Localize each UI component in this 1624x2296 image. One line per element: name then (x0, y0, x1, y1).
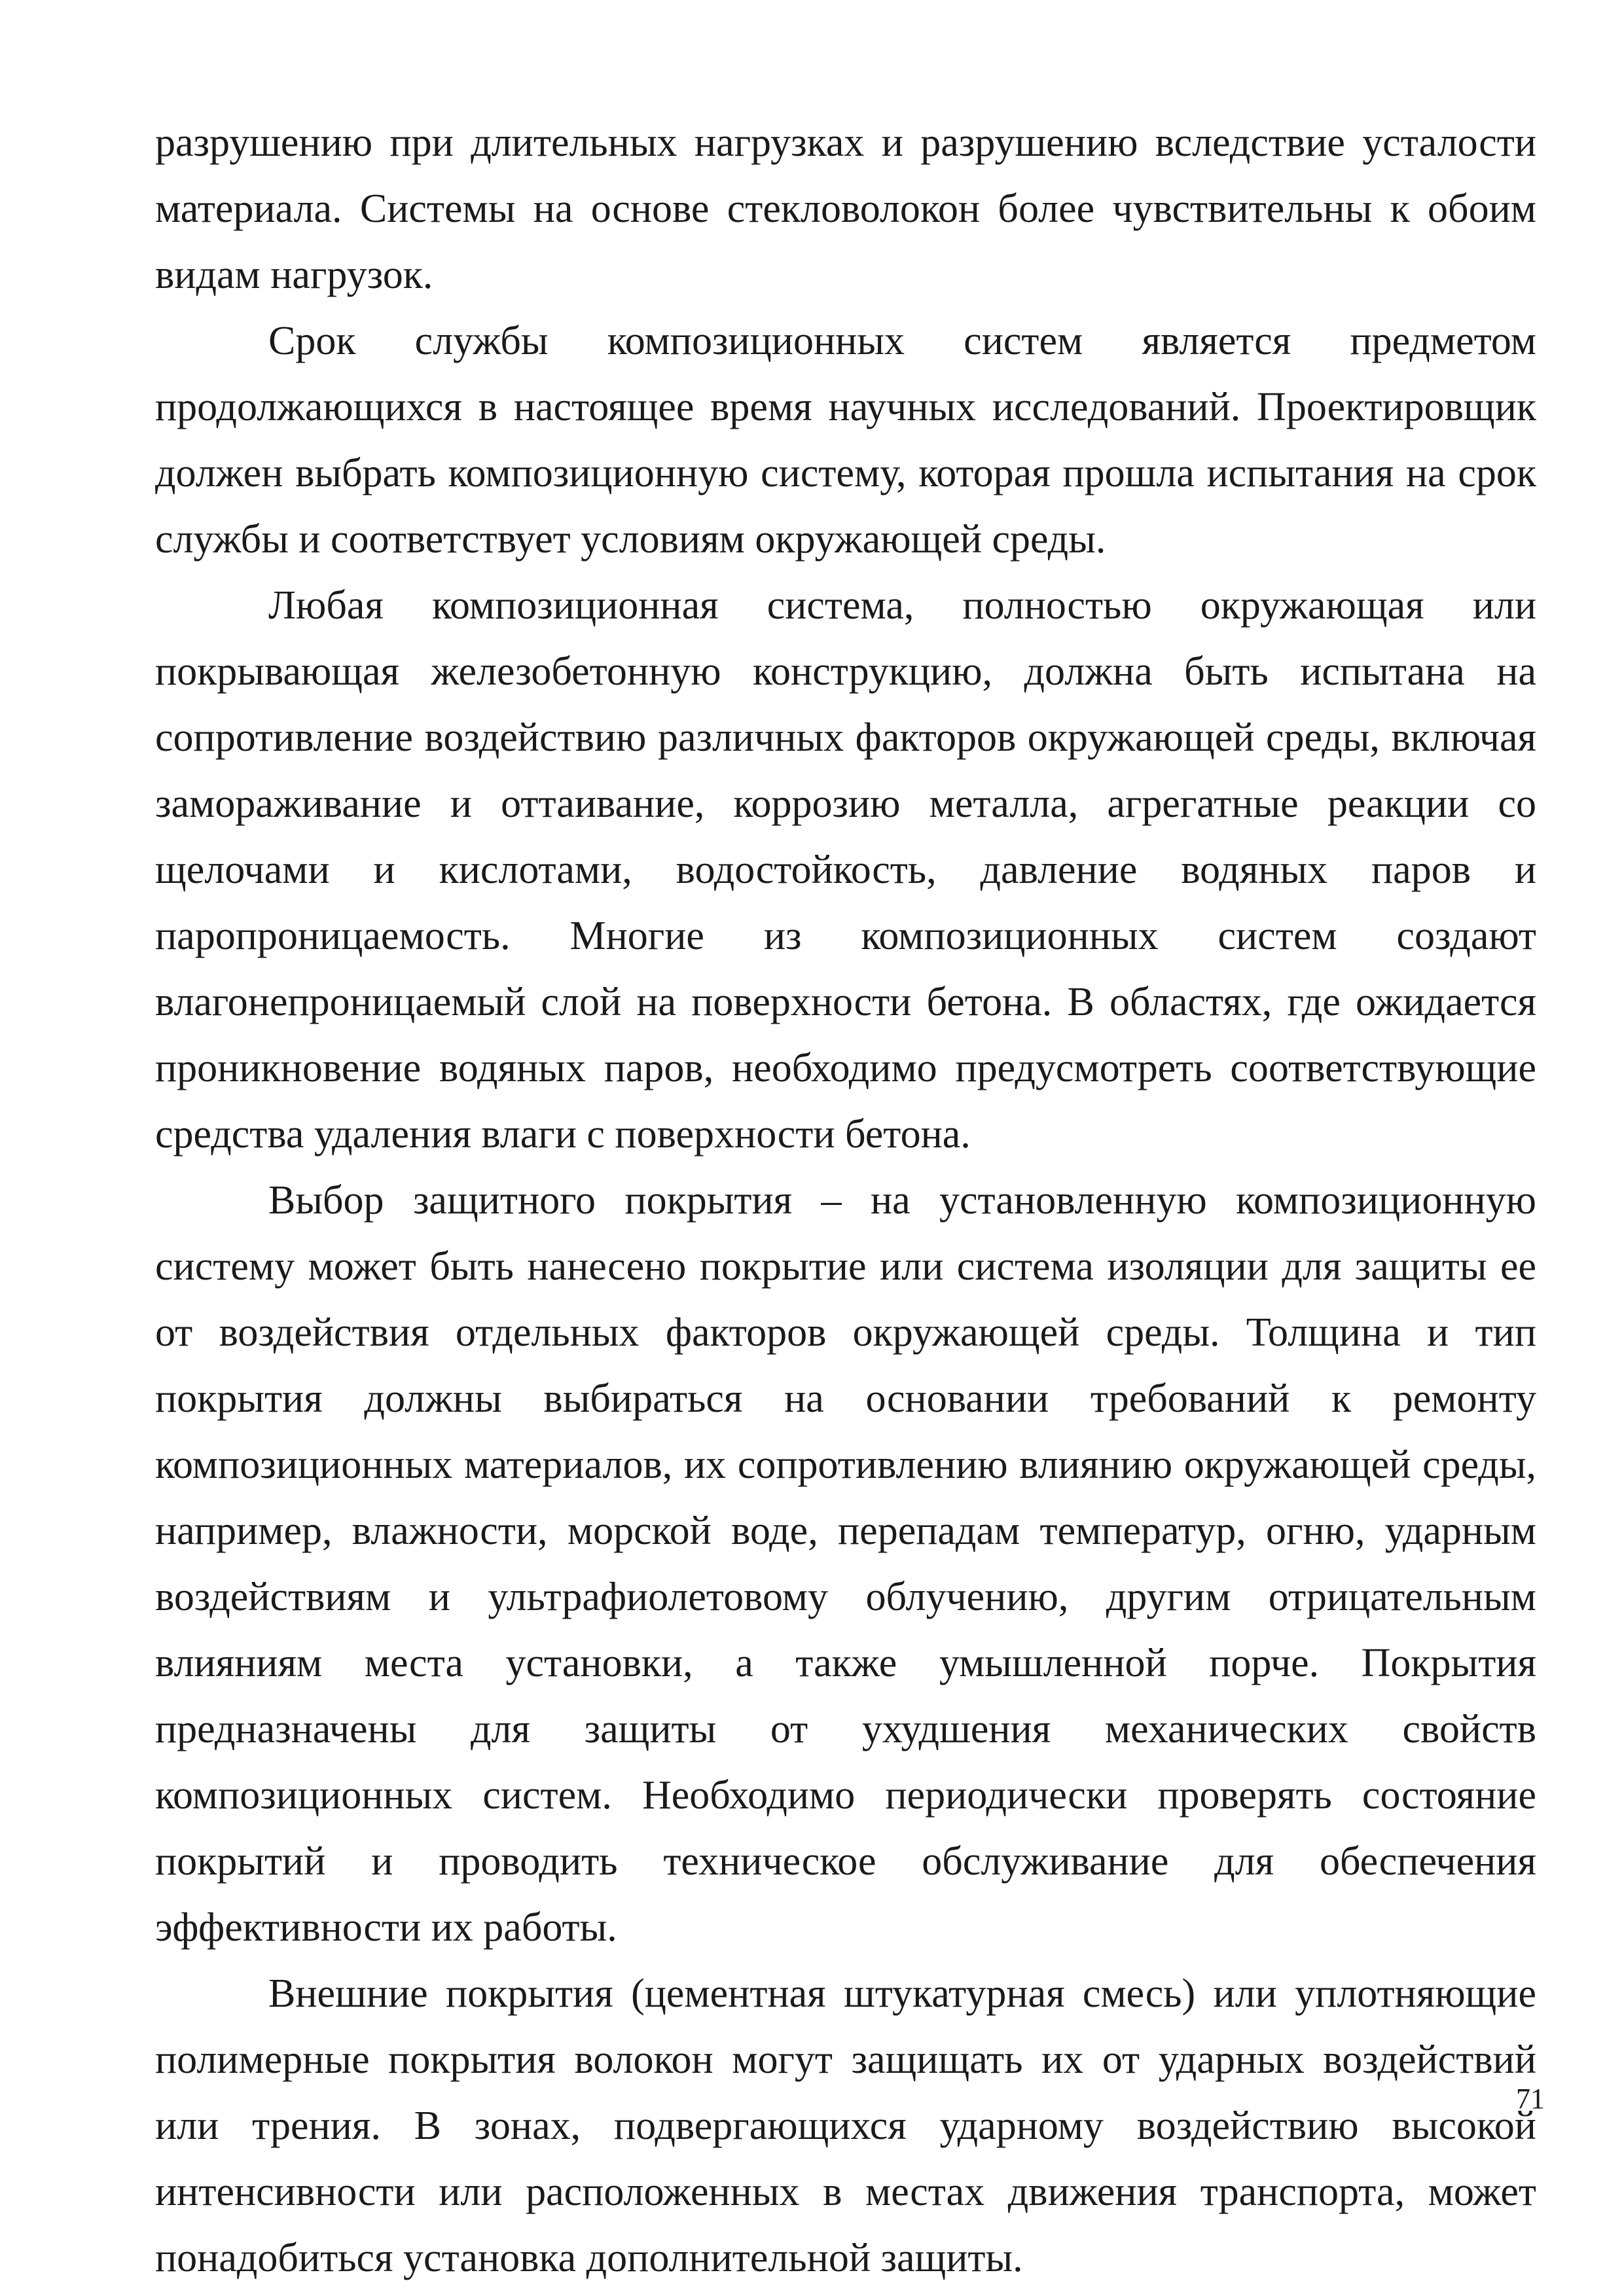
page-body (155, 110, 1536, 2291)
paragraph-external-coatings: Внешние покрытия (цементная штукатурная смесь) или уплотняющие полимерные покрытия волокон могут защищать их от ударных воздействий или трения. В зонах, подвергающихся ударному воздействию высокой интенсивности или расположенных в местах движения транспорта, может понадобиться установка дополнительной защиты. (155, 1971, 1536, 2280)
paragraph-continuation: разрушению при длительных нагрузках и разрушению вследствие усталости материала. Системы на основе стекловолокон более чувствительны к обоим видам нагрузок. (155, 120, 1536, 297)
page-number: 71 (1516, 2083, 1545, 2115)
paragraph-protective-coating: Выбор защитного покрытия – на установленную композиционную систему может быть нанесено покрытие или система изоляции для защиты ее от воздействия отдельных факторов окружающей среды. Толщина и тип покрытия должны выбираться на основании требований к ремонту композиционных материалов, их сопротивлению влиянию окружающей среды, например, влажности, морской воде, перепадам температур, огню, ударным воздействиям и ультрафиолетовому облучению, другим отрицательным влияниям места установки, а также умышленной порче. Покрытия предназначены для защиты от ухудшения механических свойств композиционных систем. Необходимо периодически проверять состояние покрытий и проводить техническое обслуживание для обеспечения эффективности их работы. (155, 1178, 1536, 1950)
paragraph-environmental-resistance: Любая композиционная система, полностью окружающая или покрывающая железобетонную конструкцию, должна быть испытана на сопротивление воздействию различных факторов окружающей среды, включая замораживание и оттаивание, коррозию металла, агрегатные реакции со щелочами и кислотами, водостойкость, давление водяных паров и паропроницаемость. Многие из композиционных систем создают влагонепроницаемый слой на поверхности бетона. В областях, где ожидается проникновение водяных паров, необходимо предусмотреть соответствующие средства удаления влаги с поверхности бетона. (155, 583, 1536, 1157)
paragraph-service-life: Срок службы композиционных систем является предметом продолжающихся в настоящее время научных исследований. Проектировщик должен выбрать композиционную систему, которая прошла испытания на срок службы и соответствует условиям окружающей среды. (155, 319, 1536, 562)
